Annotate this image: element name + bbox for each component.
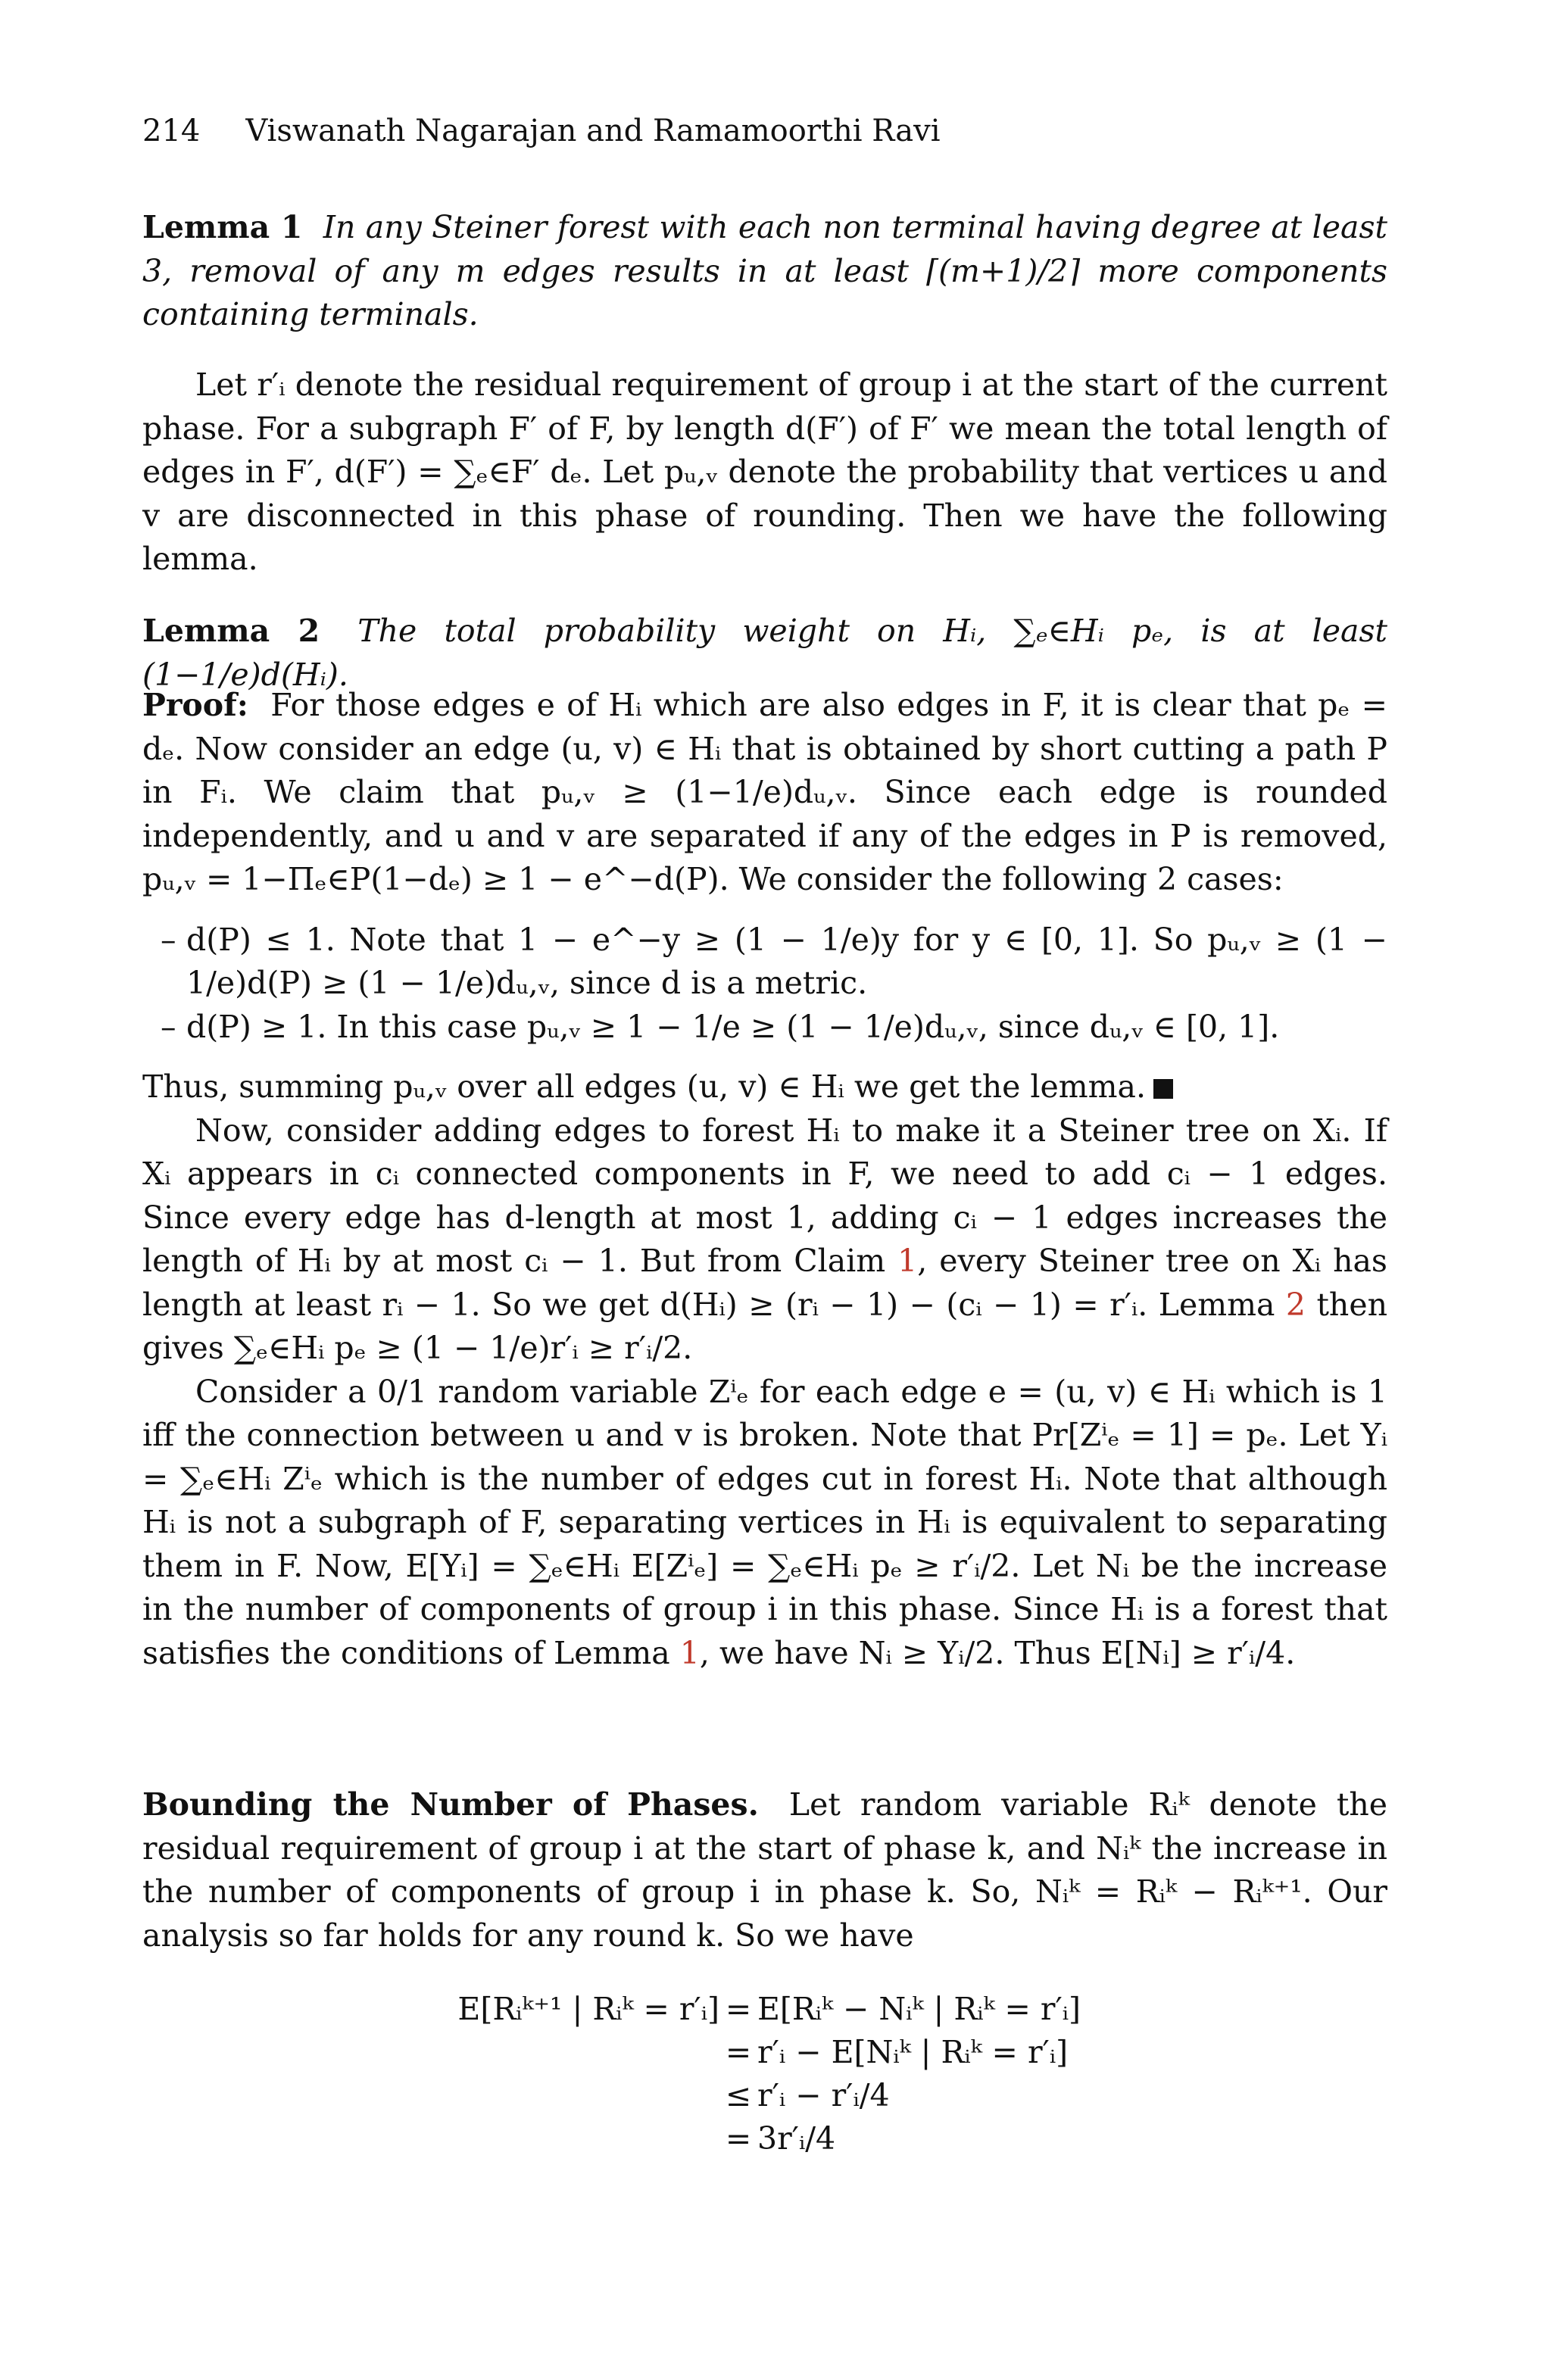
equation-relation: = xyxy=(725,2120,752,2157)
running-header xyxy=(142,114,941,148)
display-equation xyxy=(447,1988,1081,2160)
qed-square-icon xyxy=(1153,1079,1173,1099)
section-text: Let random variable Rᵢᵏ denote the residual requirement of group i at the start of phase k, and Nᵢᵏ the increase in the number of components of group i in phase k. So, Nᵢᵏ = Rᵢᵏ − Rᵢᵏ⁺¹. Our analysis so far holds for any round k. So we have xyxy=(142,1786,1387,1954)
section-heading: Bounding the Number of Phases. xyxy=(142,1786,759,1823)
paragraph-random-variable-part1: Consider a 0/1 random variable Zⁱₑ for each edge e = (u, v) ∈ Hᵢ which is 1 iff the connection between u and v is broken. Note that Pr[Zⁱₑ = 1] = pₑ. Let Yᵢ = ∑ₑ∈Hᵢ Zⁱₑ which is the number of edges cut in forest Hᵢ. Note that although Hᵢ is not a subgraph of F, separating vertices in Hᵢ is equivalent to separating them in F. Now, E[Yᵢ] = ∑ₑ∈Hᵢ E[Zⁱₑ] = ∑ₑ∈Hᵢ pₑ ≥ r′ᵢ/2. Let Nᵢ be the increase in the number of components of group i in this phase. Since Hᵢ is a forest that satisfies the conditions of Lemma xyxy=(142,1373,1387,1671)
equation-row xyxy=(447,2117,1081,2160)
equation-relation: = xyxy=(725,1991,752,2027)
paragraph-residual xyxy=(142,363,1387,582)
equation-rhs: r′ᵢ − E[Nᵢᵏ | Rᵢᵏ = r′ᵢ] xyxy=(757,2034,1069,2070)
lemma-1-label: Lemma 1 xyxy=(142,209,303,245)
equation-row xyxy=(447,1988,1081,2031)
lemma-2-link[interactable]: 2 xyxy=(1285,1286,1306,1323)
lemma-2-label: Lemma 2 xyxy=(142,613,320,649)
proof-cases xyxy=(142,919,1387,1050)
proof xyxy=(142,684,1387,1675)
lemma-2-statement: The total probability weight on Hᵢ, ∑ₑ∈Hᵢ pₑ, is at least (1−1/e)d(Hᵢ). xyxy=(142,613,1388,693)
proof-conclusion: Thus, summing pᵤ,ᵥ over all edges (u, v) ∈ Hᵢ we get the lemma. xyxy=(142,1068,1147,1105)
running-authors: Viswanath Nagarajan and Ramamoorthi Ravi xyxy=(245,114,941,148)
proof-case-2: – d(P) ≥ 1. In this case pᵤ,ᵥ ≥ 1 − 1/e ≥ (1 − 1/e)dᵤ,ᵥ, since dᵤ,ᵥ ∈ [0, 1]. xyxy=(142,1006,1387,1050)
lemma-1-link[interactable]: 1 xyxy=(679,1634,700,1671)
proof-case-1: – d(P) ≤ 1. Note that 1 − e^−y ≥ (1 − 1/e)y for y ∈ [0, 1]. So pᵤ,ᵥ ≥ (1 − 1/e)d(P) ≥ (1 − 1/e)dᵤ,ᵥ, since d is a metric. xyxy=(142,919,1387,1006)
paragraph-random-variable-part2: , we have Nᵢ ≥ Yᵢ/2. Thus E[Nᵢ] ≥ r′ᵢ/4. xyxy=(699,1634,1296,1671)
paragraph-steiner-part3: then gives ∑ₑ∈Hᵢ pₑ ≥ (1 − 1/e)r′ᵢ ≥ r′ᵢ/2. xyxy=(142,1286,1387,1366)
proof-label: Proof: xyxy=(142,687,248,723)
paragraph-residual-text: Let r′ᵢ denote the residual requirement of group i at the start of the current phase. For a subgraph F′ of F, by length d(F′) of F′ we mean the total length of edges in F′, d(F′) = ∑ₑ∈F′ dₑ. Let pᵤ,ᵥ denote the probability that vertices u and v are disconnected in this phase of rounding. Then we have the following lemma. xyxy=(142,367,1387,577)
claim-1-link[interactable]: 1 xyxy=(897,1243,918,1279)
equation-row xyxy=(447,2074,1081,2117)
proof-text: For those edges e of Hᵢ which are also edges in F, it is clear that pₑ = dₑ. Now consider an edge (u, v) ∈ Hᵢ that is obtained by short cutting a path P in Fᵢ. We claim that pᵤ,ᵥ ≥ (1−1/e)dᵤ,ᵥ. Since each edge is rounded independently, and u and v are separated if any of the edges in P is removed, pᵤ,ᵥ = 1−Πₑ∈P(1−dₑ) ≥ 1 − e^−d(P). We consider the following 2 cases: xyxy=(142,687,1387,897)
page-number: 214 xyxy=(142,114,201,148)
paragraph-steiner xyxy=(142,1109,1387,1371)
equation-rhs: 3r′ᵢ/4 xyxy=(757,2120,836,2157)
lemma-1-statement: In any Steiner forest with each non terminal having degree at least 3, removal of any m edges results in at least ⌈(m+1)/2⌉ more components containing terminals. xyxy=(142,209,1387,332)
lemma-1 xyxy=(142,206,1387,337)
equation-relation: ≤ xyxy=(725,2077,752,2113)
equation-relation: = xyxy=(725,2034,752,2070)
equation-row xyxy=(447,2031,1081,2074)
paragraph-steiner-part2: , every Steiner tree on Xᵢ has length at least rᵢ − 1. So we get d(Hᵢ) ≥ (rᵢ − 1) − (cᵢ − 1) = r′ᵢ. Lemma xyxy=(142,1243,1387,1323)
section-bounding-phases xyxy=(142,1783,1387,1957)
paragraph-steiner-part1: Now, consider adding edges to forest Hᵢ to make it a Steiner tree on Xᵢ. If Xᵢ appears in cᵢ connected components in F, we need to add cᵢ − 1 edges. Since every edge has d-length at most 1, adding cᵢ − 1 edges increases the length of Hᵢ by at most cᵢ − 1. But from Claim xyxy=(142,1112,1387,1279)
paragraph-random-variable xyxy=(142,1371,1387,1676)
equation-lhs: E[Rᵢᵏ⁺¹ | Rᵢᵏ = r′ᵢ] xyxy=(457,1991,719,2027)
equation-rhs: E[Rᵢᵏ − Nᵢᵏ | Rᵢᵏ = r′ᵢ] xyxy=(757,1991,1081,2027)
equation-rhs: r′ᵢ − r′ᵢ/4 xyxy=(757,2077,890,2113)
proof-conclusion-line xyxy=(142,1065,1387,1109)
